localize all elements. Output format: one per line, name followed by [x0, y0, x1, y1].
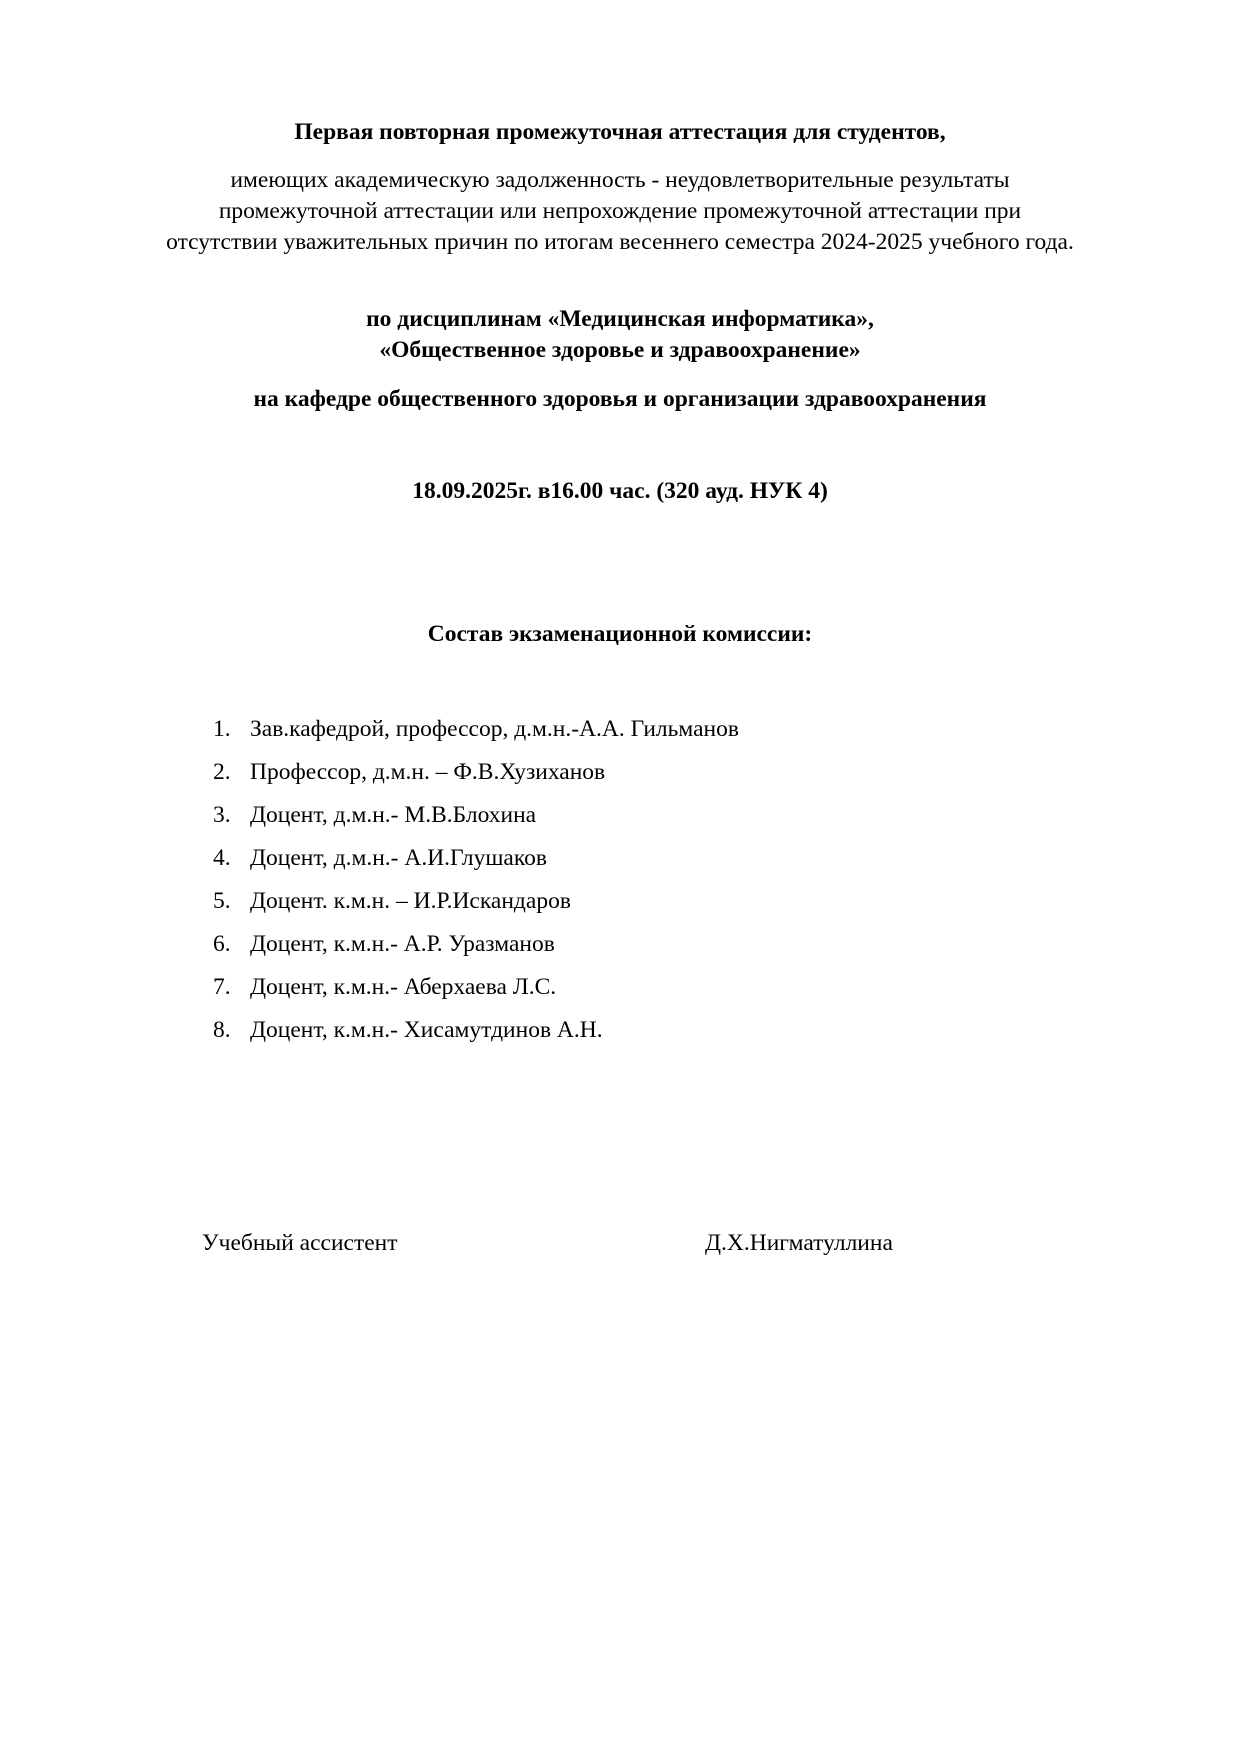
list-item [213, 929, 739, 972]
list-item-text: Доцент. к.м.н. – И.Р.Искандаров [250, 888, 571, 914]
subtitle-line-3: отсутствии уважительных причин по итогам весеннего семестра 2024-2025 учебного года. [166, 229, 1074, 255]
disciplines-line-2: «Общественное здоровье и здравоохранение» [379, 337, 861, 363]
list-item-text: Доцент, к.м.н.- А.Р. Уразманов [250, 931, 555, 957]
list-item [213, 1015, 739, 1058]
department-line: на кафедре общественного здоровья и организации здравоохранения [253, 386, 987, 412]
list-item-number: 2. [213, 759, 231, 785]
disciplines-line-1: по дисциплинам «Медицинская информатика», [366, 306, 874, 332]
list-item-text: Зав.кафедрой, профессор, д.м.н.-А.А. Гильманов [250, 716, 739, 742]
list-item [213, 972, 739, 1015]
list-item-number: 4. [213, 845, 231, 871]
signature-role: Учебный ассистент [202, 1230, 398, 1256]
list-item-number: 3. [213, 802, 231, 828]
list-item [213, 886, 739, 929]
subtitle-line-1: имеющих академическую задолженность - неудовлетворительные результаты [230, 167, 1010, 193]
list-item-number: 6. [213, 931, 231, 957]
list-item-text: Профессор, д.м.н. – Ф.В.Хузиханов [250, 759, 606, 785]
list-item-text: Доцент, к.м.н.- Хисамутдинов А.Н. [250, 1017, 603, 1043]
schedule-line: 18.09.2025г. в16.00 час. (320 ауд. НУК 4) [412, 478, 828, 504]
signature-name: Д.Х.Нигматуллина [705, 1230, 893, 1256]
list-item [213, 800, 739, 843]
list-item [213, 843, 739, 886]
list-item-number: 7. [213, 974, 231, 1000]
commission-members-list [213, 714, 739, 1058]
commission-heading: Состав экзаменационной комиссии: [427, 621, 813, 647]
list-item-number: 1. [213, 716, 231, 742]
list-item-text: Доцент, к.м.н.- Аберхаева Л.С. [250, 974, 557, 1000]
subtitle-line-2: промежуточной аттестации или непрохождение промежуточной аттестации при [218, 198, 1022, 224]
list-item-text: Доцент, д.м.н.- М.В.Блохина [250, 802, 537, 828]
list-item-text: Доцент, д.м.н.- А.И.Глушаков [250, 845, 547, 871]
list-item-number: 5. [213, 888, 231, 914]
list-item-number: 8. [213, 1017, 231, 1043]
list-item [213, 714, 739, 757]
list-item [213, 757, 739, 800]
document-title: Первая повторная промежуточная аттестация для студентов, [294, 119, 946, 145]
